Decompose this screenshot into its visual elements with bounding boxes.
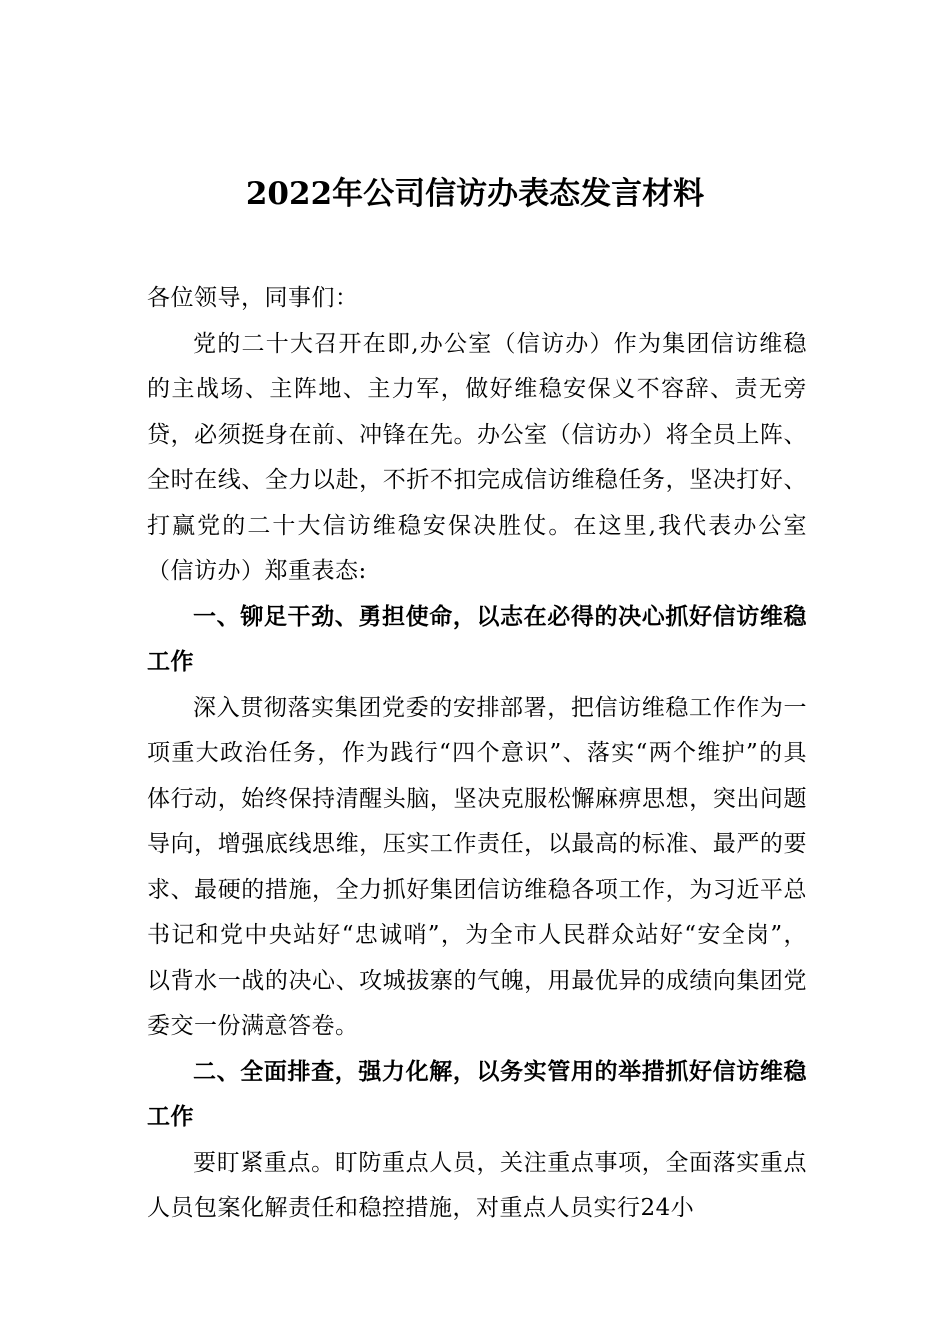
intro-paragraph: 党的二十大召开在即,办公室（信访办）作为集团信访维稳的主战场、主阵地、主力军，做好维稳安保义不容辞、责无旁贷，必须挺身在前、冲锋在先。办公室（信访办）将全员上阵、全时在线、全力以赴，不折不扣完成信访维稳任务，坚决打好、打赢党的二十大信访维稳安保决胜仗。在这里,我代表办公室（信访办）郑重表态: (147, 330, 807, 584)
document-title: 2022年公司信访办表态发言材料 (245, 176, 705, 212)
document-body (147, 276, 807, 1232)
section-1-paragraph: 深入贯彻落实集团党委的安排部署，把信访维稳工作作为一项重大政治任务，作为践行“四个意识”、落实“两个维护”的具体行动，始终保持清醒头脑，坚决克服松懈麻痹思想，突出问题导向，增强底线思维，压实工作责任，以最高的标准、最严的要求、最硬的措施，全力抓好集团信访维稳各项工作，为习近平总书记和党中央站好“忠诚哨”，为全市人民群众站好“安全岗”，以背水一战的决心、攻城拔寨的气魄，用最优异的成绩向集团党委交一份满意答卷。 (147, 694, 807, 1039)
section-1-heading: 一、铆足干劲、勇担使命，以志在必得的决心抓好信访维稳工作 (147, 603, 807, 675)
section-2-paragraph: 要盯紧重点。盯防重点人员，关注重点事项，全面落实重点人员包案化解责任和稳控措施，对重点人员实行24小 (147, 1149, 807, 1221)
section-2-heading: 二、全面排查，强力化解，以务实管用的举措抓好信访维稳工作 (147, 1058, 807, 1130)
salutation: 各位领导，同事们： (147, 285, 359, 311)
